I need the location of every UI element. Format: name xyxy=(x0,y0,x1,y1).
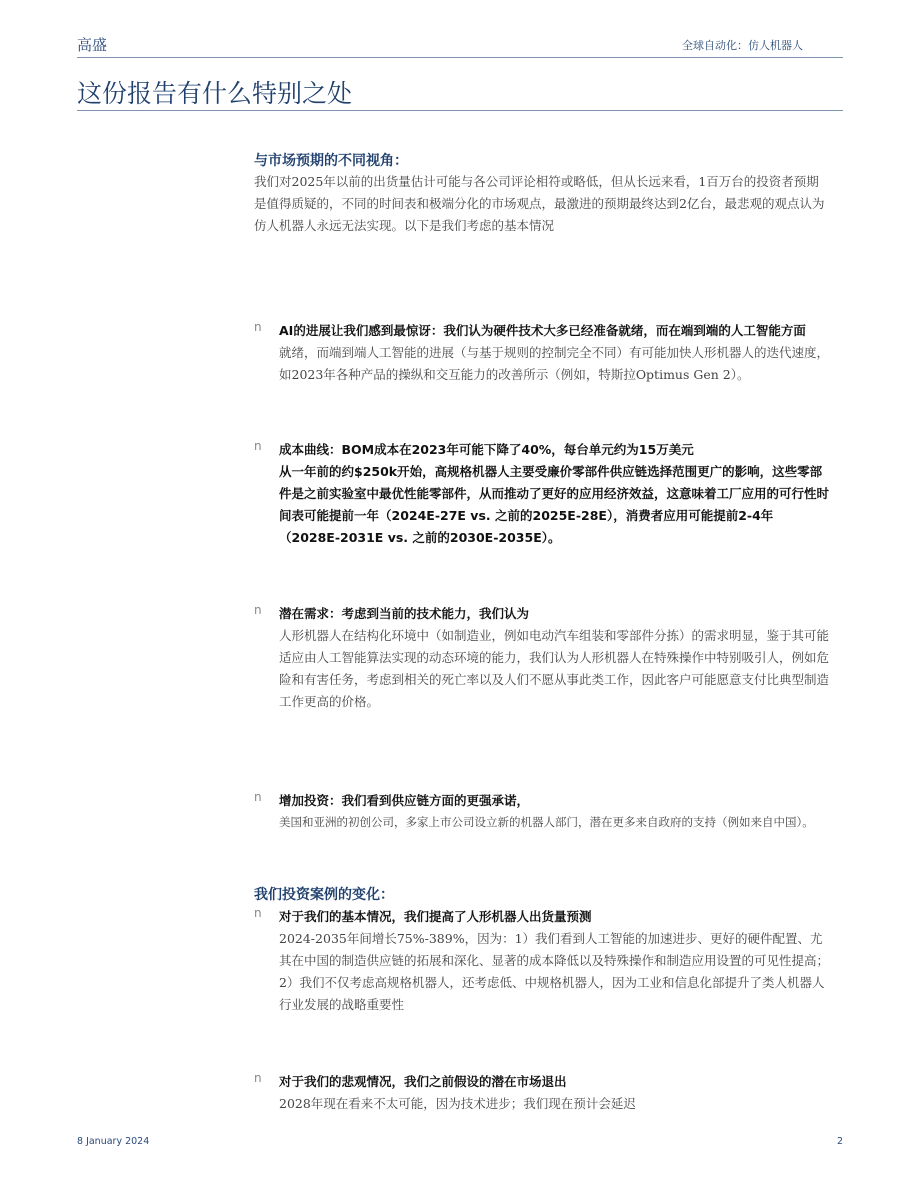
bullet-body: 2024-2035年间增长75%-389%，因为：1）我们看到人工智能的加速进步、更好的硬件配置、尤其在中国的制造供应链的拓展和深化、显著的成本降低以及特殊操作和制造应用设置的可见性提高；2）我们不仅考虑高规格机器人，还考虑低、中规格机器人，因为工业和信息化部提升了类人机器人行业发展的战略重要性 xyxy=(279,931,830,1012)
bullet-increased-investment xyxy=(254,790,844,833)
bullet-lead: 增加投资：我们看到供应链方面的更强承诺， xyxy=(279,793,530,808)
bullet-lead: AI的进展让我们感到最惊讶：我们认为硬件技术大多已经准备就绪，而在端到端的人工智能方面 xyxy=(279,323,806,338)
bullet-latent-demand xyxy=(254,603,844,713)
bullet-lead: 潜在需求：考虑到当前的技术能力，我们认为 xyxy=(279,606,530,621)
section-intro-paragraph: 我们对2025年以前的出货量估计可能与各公司评论相符或略低，但从长远来看，1百万台的投资者预期是值得质疑的，不同的时间表和极端分化的市场观点，最激进的预期最终达到2亿台，最悲观的观点认为仿人机器人永远无法实现。以下是我们考虑的基本情况 xyxy=(254,174,825,233)
bullet-marker: n xyxy=(254,439,262,453)
section-heading-market-view: 与市场预期的不同视角： xyxy=(254,153,408,169)
bullet-marker: n xyxy=(254,790,262,804)
bullet-marker: n xyxy=(254,320,262,334)
footer-date: 8 January 2024 xyxy=(77,1136,150,1147)
bullet-base-case xyxy=(254,906,844,1016)
page-title: 这份报告有什么特别之处 xyxy=(77,79,353,108)
section-heading-investment-case: 我们投资案例的变化： xyxy=(254,887,394,903)
bullet-body: 美国和亚洲的初创公司，多家上市公司设立新的机器人部门，潜在更多来自政府的支持（例如来自中国）。 xyxy=(279,815,814,829)
bullet-body: 就绪，而端到端人工智能的进展（与基于规则的控制完全不同）有可能加快人形机器人的迭代速度，如2023年各种产品的操纵和交互能力的改善所示（例如，特斯拉Optimus Gen 2）。 xyxy=(279,345,830,382)
header-brand: 高盛 xyxy=(77,36,108,54)
footer-page-number: 2 xyxy=(836,1136,843,1147)
bullet-body: 2028年现在看来不太可能，因为技术进步；我们现在预计会延迟 xyxy=(279,1096,636,1111)
bullet-marker: n xyxy=(254,603,262,617)
bullet-bear-case xyxy=(254,1071,844,1115)
bullet-cost-curve xyxy=(254,439,844,549)
bullet-lead: 对于我们的悲观情况，我们之前假设的潜在市场退出 xyxy=(279,1074,567,1089)
bullet-ai-progress xyxy=(254,320,844,386)
header-divider xyxy=(77,57,843,58)
bullet-marker: n xyxy=(254,1071,262,1085)
bullet-lead: 对于我们的基本情况，我们提高了人形机器人出货量预测 xyxy=(279,909,592,924)
bullet-body: 从一年前的约$250k开始，高规格机器人主要受廉价零部件供应链选择范围更广的影响，这些零部件是之前实验室中最优性能零部件，从而推动了更好的应用经济效益，这意味着工厂应用的可行性时间表可能提前一年（2024E-27E vs. 之前的2025E-28E），消费者应用可能提前2-4年（2028E-2031E vs. 之前的2030E-2035E）。 xyxy=(279,464,830,545)
bullet-marker: n xyxy=(254,906,262,920)
bullet-body: 人形机器人在结构化环境中（如制造业，例如电动汽车组装和零部件分拣）的需求明显，鉴于其可能适应由人工智能算法实现的动态环境的能力，我们认为人形机器人在特殊操作中特别吸引人，例如危险和有害任务，考虑到相关的死亡率以及人们不愿从事此类工作，因此客户可能愿意支付比典型制造工作更高的价格。 xyxy=(279,628,830,709)
header-report-title: 全球自动化：仿人机器人 xyxy=(682,39,803,52)
bullet-lead: 成本曲线：BOM成本在2023年可能下降了40%，每台单元约为15万美元 xyxy=(279,442,694,457)
title-divider xyxy=(77,110,843,111)
